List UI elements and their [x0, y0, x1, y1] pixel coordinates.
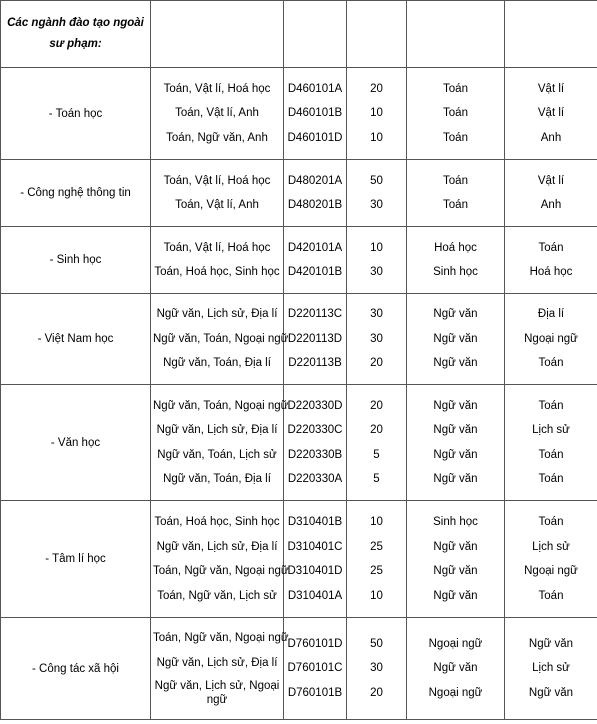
- second-subject-text: Vật lí: [537, 107, 565, 120]
- quota-text: 10: [370, 107, 383, 120]
- second-subject-cell: [505, 294, 597, 385]
- second-subject-text: Lịch sử: [532, 540, 570, 553]
- major-name-cell: - Tâm lí học: [1, 501, 151, 618]
- major-name-cell: - Văn học: [1, 385, 151, 501]
- second-subject-cell: [505, 618, 597, 720]
- code-text: D220113C: [287, 308, 343, 321]
- subjects-cell: [151, 385, 289, 501]
- subjects-text: Ngữ văn, Toán, Ngoại ngữ: [153, 332, 289, 345]
- quota-cell: [347, 618, 407, 720]
- header-row: [1, 1, 597, 68]
- main-subject-text: Toán: [443, 107, 468, 120]
- quota-text: 30: [370, 308, 383, 321]
- subjects-text: Ngữ văn, Toán, Lịch sử: [157, 448, 277, 461]
- second-subject-text: Toán: [538, 516, 564, 528]
- quota-text: 20: [370, 82, 383, 95]
- main-subject-cell: [407, 618, 505, 720]
- code-text: D480201B: [287, 199, 343, 211]
- code-text: D220330D: [287, 399, 343, 412]
- second-subject-text: Toán: [538, 241, 564, 254]
- second-subject-text: Toán: [538, 357, 564, 370]
- quota-text: 20: [370, 357, 383, 370]
- major-name-cell: - Toán học: [1, 68, 151, 160]
- quota-cell: [347, 501, 407, 618]
- subjects-text: Ngữ văn, Lịch sử, Địa lí: [156, 424, 278, 436]
- main-subject-text: Sinh học: [433, 266, 478, 278]
- quota-text: 20: [370, 686, 383, 699]
- code-text: D220113B: [288, 357, 342, 370]
- code-text: D760101C: [287, 662, 343, 675]
- main-subject-cell: [407, 227, 505, 294]
- second-subject-text: Toán: [538, 589, 564, 602]
- major-group-row: [1, 227, 597, 294]
- subjects-text: Ngữ văn, Lịch sử, Địa lí: [156, 656, 278, 669]
- main-subject-text: Sinh học: [433, 516, 478, 528]
- subjects-text: Toán, Ngữ văn, Ngoại ngữ: [153, 632, 289, 644]
- main-subject-text: Toán: [443, 82, 468, 95]
- main-subject-cell: [407, 385, 505, 501]
- quota-text: 25: [370, 565, 383, 577]
- second-subject-text: Ngoại ngữ: [524, 565, 578, 577]
- code-text: D480201A: [287, 174, 343, 187]
- code-text: D460101A: [287, 82, 343, 95]
- code-text: D760101D: [287, 637, 343, 650]
- second-subject-cell: [505, 68, 597, 160]
- main-subject-text: Ngữ văn: [433, 332, 478, 345]
- main-subject-text: Ngữ văn: [433, 540, 478, 553]
- second-subject-text: Anh: [540, 131, 562, 144]
- subjects-text: Toán, Hoá học, Sinh học: [154, 266, 280, 278]
- code-cell: [284, 68, 347, 160]
- subjects-cell: [151, 618, 289, 720]
- major-group-row: [1, 501, 597, 618]
- code-cell: [284, 160, 347, 227]
- second-subject-text: Toán: [538, 399, 564, 412]
- second-subject-cell: [505, 160, 597, 227]
- main-subject-text: Ngữ văn: [433, 565, 478, 577]
- subjects-text: Toán, Hoá học, Sinh học: [154, 516, 280, 528]
- subjects-text: Toán, Vật lí, Hoá học: [163, 174, 271, 187]
- subjects-text: Ngữ văn, Lịch sử, Địa lí: [156, 308, 278, 321]
- code-text: D420101B: [287, 266, 343, 278]
- second-subject-text: Vật lí: [537, 174, 565, 187]
- second-subject-text: Anh: [540, 199, 562, 211]
- quota-cell: [347, 385, 407, 501]
- header-empty-cell: [151, 1, 284, 68]
- code-text: D310401D: [287, 565, 343, 577]
- main-subject-text: Ngữ văn: [433, 308, 478, 321]
- quota-text: 5: [373, 473, 380, 485]
- second-subject-text: Toán: [538, 448, 564, 461]
- code-text: D220330B: [287, 448, 343, 461]
- main-subject-text: Ngữ văn: [433, 662, 478, 675]
- major-name-cell: - Công nghệ thông tin: [1, 160, 151, 227]
- quota-cell: [347, 294, 407, 385]
- quota-text: 10: [370, 516, 383, 528]
- subjects-text: Toán, Vật lí, Hoá học: [163, 241, 271, 254]
- code-text: D460101D: [287, 131, 343, 144]
- code-cell: [284, 227, 347, 294]
- subjects-cell: [151, 160, 284, 227]
- main-subject-text: Ngoại ngữ: [428, 637, 483, 650]
- quota-text: 10: [370, 589, 383, 602]
- major-group-row: [1, 618, 597, 720]
- main-subject-text: Toán: [443, 174, 468, 187]
- second-subject-text: Ngữ văn: [528, 686, 574, 699]
- main-subject-text: Ngữ văn: [433, 589, 478, 602]
- quota-text: 10: [370, 131, 383, 144]
- subjects-text: Ngữ văn, Toán, Ngoại ngữ: [153, 399, 289, 412]
- main-subject-text: Ngữ văn: [433, 448, 478, 461]
- code-text: D310401B: [287, 516, 343, 528]
- main-subject-cell: [407, 68, 505, 160]
- subjects-text: Toán, Ngữ văn, Anh: [166, 131, 268, 144]
- quota-text: 5: [373, 448, 380, 461]
- main-subject-text: Ngữ văn: [433, 399, 478, 412]
- second-subject-cell: [505, 501, 597, 618]
- code-cell: [284, 501, 347, 618]
- quota-cell: [347, 227, 407, 294]
- subjects-text: Toán, Ngữ văn, Ngoại ngữ: [153, 565, 289, 577]
- second-subject-text: Ngữ văn: [528, 637, 574, 650]
- second-subject-cell: [505, 385, 597, 501]
- subjects-cell: [151, 501, 289, 618]
- main-subject-text: Ngữ văn: [433, 357, 478, 370]
- code-text: D420101A: [287, 241, 343, 254]
- quota-text: 30: [370, 266, 383, 278]
- table-body: [1, 1, 597, 720]
- header-title: Các ngành đào tạo ngoài sư phạm:: [1, 1, 151, 68]
- second-subject-text: Ngoại ngữ: [524, 332, 578, 345]
- header-empty-cell: [505, 1, 597, 68]
- quota-text: 50: [370, 637, 383, 650]
- second-subject-text: Vật lí: [537, 82, 565, 95]
- code-text: D220330A: [287, 473, 343, 485]
- quota-text: 20: [370, 424, 383, 436]
- subjects-text: Ngữ văn, Toán, Địa lí: [163, 357, 271, 370]
- quota-cell: [347, 160, 407, 227]
- major-group-row: [1, 385, 597, 501]
- quota-text: 30: [370, 662, 383, 675]
- quota-text: 10: [370, 241, 383, 254]
- subjects-text: Toán, Vật lí, Anh: [175, 107, 259, 120]
- code-cell: [284, 385, 347, 501]
- subjects-text: Toán, Vật lí, Anh: [175, 199, 259, 211]
- main-subject-cell: [407, 160, 505, 227]
- code-text: D460101B: [287, 107, 343, 120]
- subjects-text: Ngữ văn, Toán, Địa lí: [163, 473, 271, 485]
- code-cell: [284, 294, 347, 385]
- main-subject-text: Hoá học: [434, 241, 477, 254]
- main-subject-text: Ngữ văn: [433, 424, 478, 436]
- code-text: D220330C: [287, 424, 343, 436]
- second-subject-text: Lịch sử: [532, 662, 570, 675]
- quota-text: 30: [370, 199, 383, 211]
- major-name-cell: - Công tác xã hội: [1, 618, 151, 720]
- quota-cell: [347, 68, 407, 160]
- major-name-cell: - Việt Nam học: [1, 294, 151, 385]
- code-cell: [284, 618, 347, 720]
- subjects-cell: [151, 227, 284, 294]
- header-empty-cell: [407, 1, 505, 68]
- subjects-text: Ngữ văn, Lịch sử, Ngoại ngữ: [154, 680, 280, 706]
- second-subject-cell: [505, 227, 597, 294]
- main-subject-text: Toán: [443, 199, 468, 211]
- second-subject-text: Địa lí: [537, 308, 565, 321]
- subjects-cell: [151, 68, 284, 160]
- second-subject-text: Hoá học: [529, 266, 573, 278]
- major-group-row: [1, 294, 597, 385]
- code-text: D220113D: [287, 332, 343, 345]
- subjects-text: Toán, Ngữ văn, Lịch sử: [157, 589, 277, 602]
- main-subject-text: Toán: [443, 131, 468, 144]
- quota-text: 30: [370, 332, 383, 345]
- second-subject-text: Lịch sử: [532, 424, 570, 436]
- major-group-row: [1, 160, 597, 227]
- quota-text: 20: [370, 399, 383, 412]
- main-subject-cell: [407, 294, 505, 385]
- header-empty-cell: [347, 1, 407, 68]
- main-subject-cell: [407, 501, 505, 618]
- main-subject-text: Ngoại ngữ: [428, 686, 483, 699]
- quota-text: 25: [370, 540, 383, 553]
- subjects-cell: [151, 294, 289, 385]
- main-subject-text: Ngữ văn: [433, 473, 478, 485]
- header-empty-cell: [284, 1, 347, 68]
- second-subject-text: Toán: [538, 473, 564, 485]
- code-text: D760101B: [287, 686, 343, 699]
- quota-text: 50: [370, 174, 383, 187]
- code-text: D310401C: [287, 540, 343, 553]
- major-name-cell: - Sinh học: [1, 227, 151, 294]
- major-group-row: [1, 68, 597, 160]
- code-text: D310401A: [287, 589, 343, 602]
- subjects-text: Toán, Vật lí, Hoá học: [163, 82, 271, 95]
- subjects-text: Ngữ văn, Lịch sử, Địa lí: [156, 540, 278, 553]
